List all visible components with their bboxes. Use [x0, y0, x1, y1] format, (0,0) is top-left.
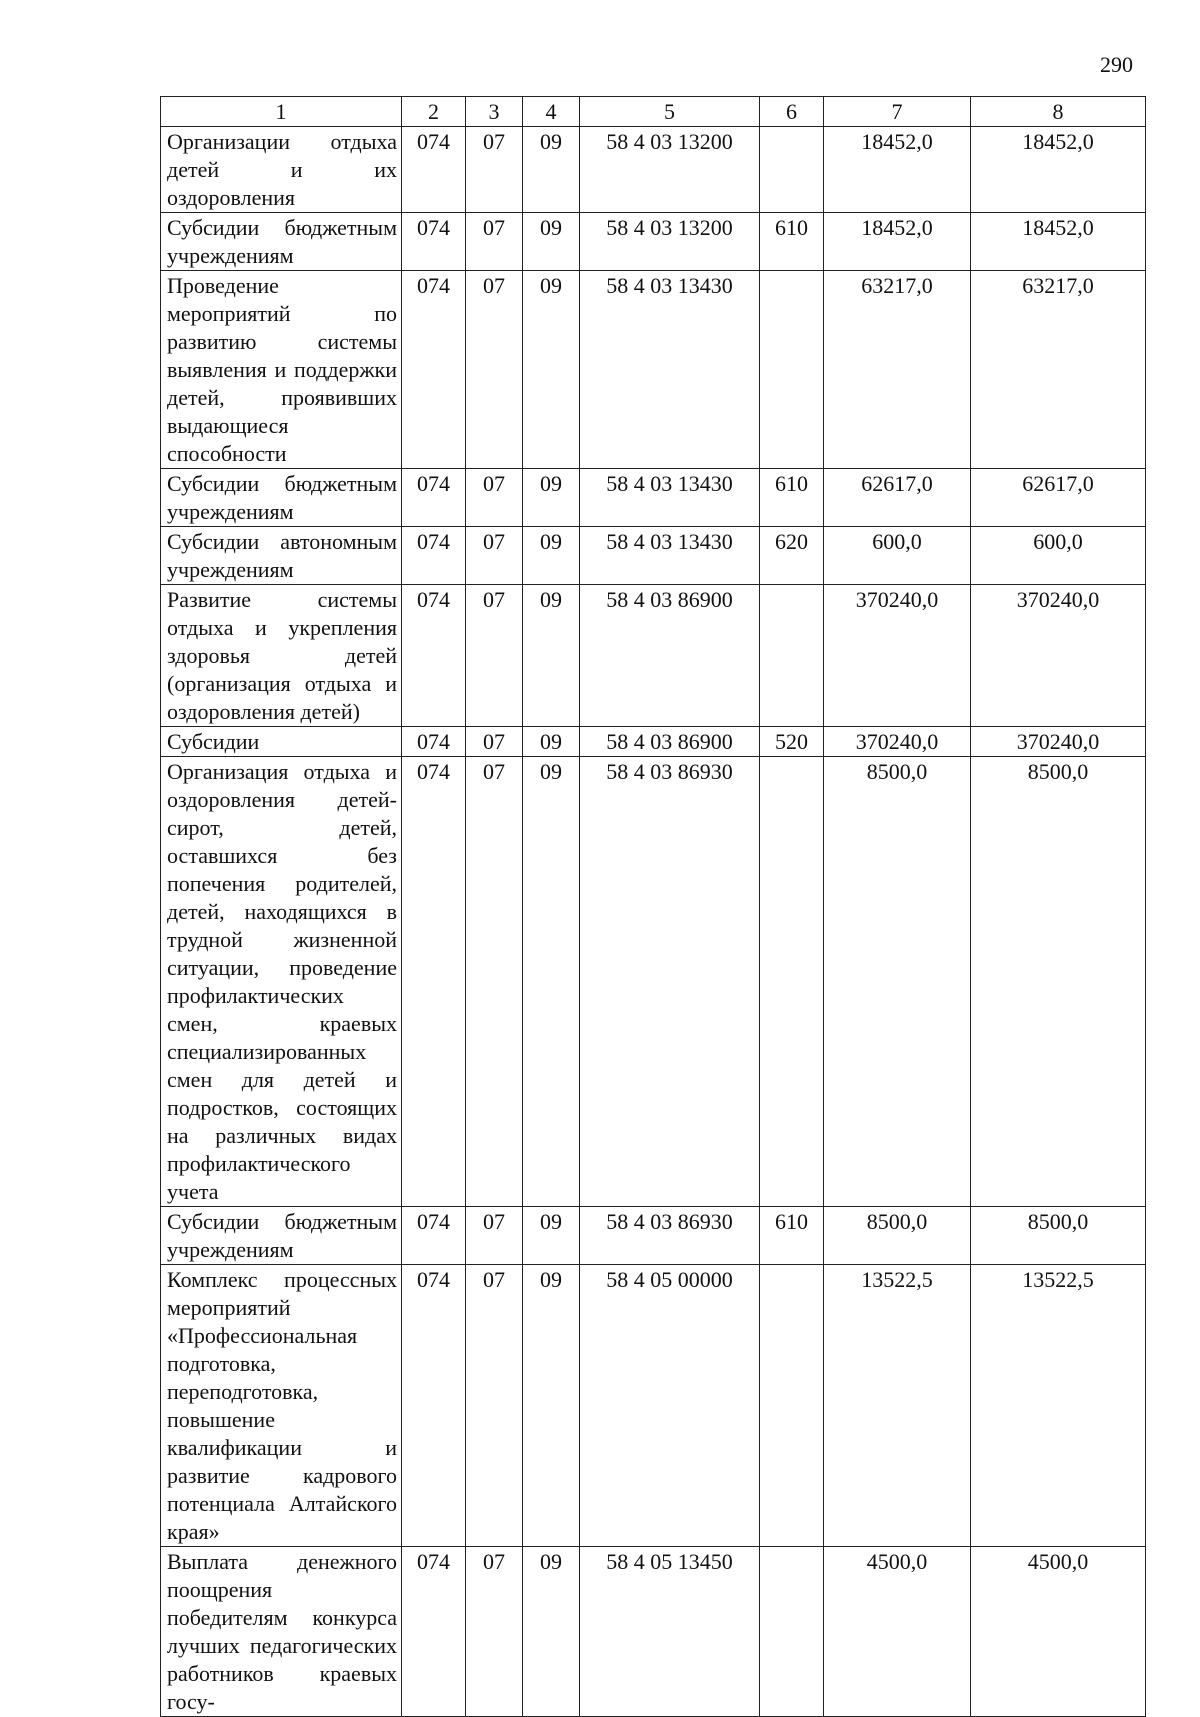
- row-name-cell: Субсидии: [161, 727, 402, 757]
- cell-target-article: 58 4 03 86900: [580, 585, 760, 727]
- table-row: [161, 727, 1146, 757]
- cell-amount-2: 13522,5: [971, 1265, 1146, 1547]
- cell-subsection: 09: [523, 127, 580, 213]
- cell-section: 07: [466, 585, 523, 727]
- cell-section: 07: [466, 1207, 523, 1265]
- cell-admin-code: 074: [402, 757, 466, 1207]
- cell-expense-type: [760, 127, 824, 213]
- cell-expense-type: [760, 271, 824, 469]
- cell-admin-code: 074: [402, 1207, 466, 1265]
- cell-amount-2: 4500,0: [971, 1547, 1146, 1717]
- cell-subsection: 09: [523, 213, 580, 271]
- cell-amount-2: 370240,0: [971, 727, 1146, 757]
- table-row: [161, 1265, 1146, 1547]
- cell-target-article: 58 4 03 13430: [580, 527, 760, 585]
- cell-section: 07: [466, 469, 523, 527]
- column-header: 2: [402, 97, 466, 127]
- cell-amount-1: 62617,0: [824, 469, 971, 527]
- cell-expense-type: 610: [760, 1207, 824, 1265]
- row-name-cell: Организация отдыха и оздоровления детей-сирот, детей, оставшихся без попечения родителей, детей, находящихся в трудной жизненной ситуации, проведение профилактических смен, краевых специализированных смен для детей и подростков, состоящих на различных видах профилактического учета: [161, 757, 402, 1207]
- cell-subsection: 09: [523, 1207, 580, 1265]
- column-header: 1: [161, 97, 402, 127]
- cell-admin-code: 074: [402, 727, 466, 757]
- cell-admin-code: 074: [402, 1265, 466, 1547]
- cell-subsection: 09: [523, 271, 580, 469]
- cell-amount-2: 8500,0: [971, 757, 1146, 1207]
- table-row: [161, 1547, 1146, 1717]
- cell-target-article: 58 4 05 00000: [580, 1265, 760, 1547]
- cell-subsection: 09: [523, 1547, 580, 1717]
- cell-amount-1: 8500,0: [824, 757, 971, 1207]
- cell-amount-1: 4500,0: [824, 1547, 971, 1717]
- table-header-row: [161, 97, 1146, 127]
- cell-amount-1: 18452,0: [824, 127, 971, 213]
- cell-target-article: 58 4 03 13430: [580, 469, 760, 527]
- table-row: [161, 757, 1146, 1207]
- table-row: [161, 527, 1146, 585]
- cell-amount-1: 370240,0: [824, 727, 971, 757]
- cell-subsection: 09: [523, 757, 580, 1207]
- cell-expense-type: 610: [760, 469, 824, 527]
- cell-target-article: 58 4 03 13200: [580, 127, 760, 213]
- cell-target-article: 58 4 03 86930: [580, 1207, 760, 1265]
- cell-section: 07: [466, 127, 523, 213]
- cell-amount-1: 370240,0: [824, 585, 971, 727]
- cell-expense-type: 620: [760, 527, 824, 585]
- cell-section: 07: [466, 1547, 523, 1717]
- cell-expense-type: 520: [760, 727, 824, 757]
- row-name-cell: Субсидии бюджетным учреждениям: [161, 469, 402, 527]
- page-number: 290: [1100, 52, 1133, 77]
- table-row: [161, 1207, 1146, 1265]
- cell-admin-code: 074: [402, 271, 466, 469]
- cell-section: 07: [466, 1265, 523, 1547]
- cell-admin-code: 074: [402, 1547, 466, 1717]
- cell-target-article: 58 4 03 13430: [580, 271, 760, 469]
- cell-section: 07: [466, 727, 523, 757]
- cell-admin-code: 074: [402, 469, 466, 527]
- cell-admin-code: 074: [402, 127, 466, 213]
- table-row: [161, 469, 1146, 527]
- cell-target-article: 58 4 05 13450: [580, 1547, 760, 1717]
- cell-target-article: 58 4 03 86930: [580, 757, 760, 1207]
- cell-expense-type: [760, 585, 824, 727]
- cell-amount-1: 18452,0: [824, 213, 971, 271]
- column-header: 5: [580, 97, 760, 127]
- cell-amount-2: 62617,0: [971, 469, 1146, 527]
- cell-subsection: 09: [523, 585, 580, 727]
- row-name-cell: Развитие системы отдыха и укрепления здоровья детей (организация отдыха и оздоровления детей): [161, 585, 402, 727]
- cell-amount-2: 63217,0: [971, 271, 1146, 469]
- row-name-cell: Организации отдыха детей и их оздоровления: [161, 127, 402, 213]
- column-header: 6: [760, 97, 824, 127]
- cell-section: 07: [466, 213, 523, 271]
- table-row: [161, 585, 1146, 727]
- column-header: 3: [466, 97, 523, 127]
- cell-amount-2: 18452,0: [971, 127, 1146, 213]
- table-row: [161, 213, 1146, 271]
- row-name-cell: Субсидии бюджетным учреждениям: [161, 1207, 402, 1265]
- row-name-cell: Субсидии бюджетным учреждениям: [161, 213, 402, 271]
- row-name-cell: Выплата денежного поощрения победителям конкурса лучших педагогических работников краевых госу-: [161, 1547, 402, 1717]
- cell-subsection: 09: [523, 1265, 580, 1547]
- cell-amount-2: 600,0: [971, 527, 1146, 585]
- table-row: [161, 127, 1146, 213]
- column-header: 4: [523, 97, 580, 127]
- row-name-cell: Комплекс процессных мероприятий «Профессиональная подготовка, переподготовка, повышение квалификации и развитие кадрового потенциала Алтайского края»: [161, 1265, 402, 1547]
- cell-amount-1: 600,0: [824, 527, 971, 585]
- cell-admin-code: 074: [402, 585, 466, 727]
- budget-table: [160, 96, 1146, 1717]
- column-header: 7: [824, 97, 971, 127]
- table-row: [161, 271, 1146, 469]
- cell-amount-1: 8500,0: [824, 1207, 971, 1265]
- cell-admin-code: 074: [402, 213, 466, 271]
- row-name-cell: Субсидии автономным учреждениям: [161, 527, 402, 585]
- cell-amount-2: 8500,0: [971, 1207, 1146, 1265]
- cell-amount-2: 18452,0: [971, 213, 1146, 271]
- cell-amount-1: 63217,0: [824, 271, 971, 469]
- cell-expense-type: [760, 1547, 824, 1717]
- cell-subsection: 09: [523, 469, 580, 527]
- cell-target-article: 58 4 03 13200: [580, 213, 760, 271]
- cell-section: 07: [466, 757, 523, 1207]
- cell-admin-code: 074: [402, 527, 466, 585]
- cell-amount-1: 13522,5: [824, 1265, 971, 1547]
- cell-target-article: 58 4 03 86900: [580, 727, 760, 757]
- cell-section: 07: [466, 271, 523, 469]
- cell-subsection: 09: [523, 527, 580, 585]
- cell-expense-type: [760, 757, 824, 1207]
- column-header: 8: [971, 97, 1146, 127]
- row-name-cell: Проведение мероприятий по развитию системы выявления и поддержки детей, проявивших выдающиеся способности: [161, 271, 402, 469]
- cell-expense-type: 610: [760, 213, 824, 271]
- cell-subsection: 09: [523, 727, 580, 757]
- cell-amount-2: 370240,0: [971, 585, 1146, 727]
- cell-section: 07: [466, 527, 523, 585]
- cell-expense-type: [760, 1265, 824, 1547]
